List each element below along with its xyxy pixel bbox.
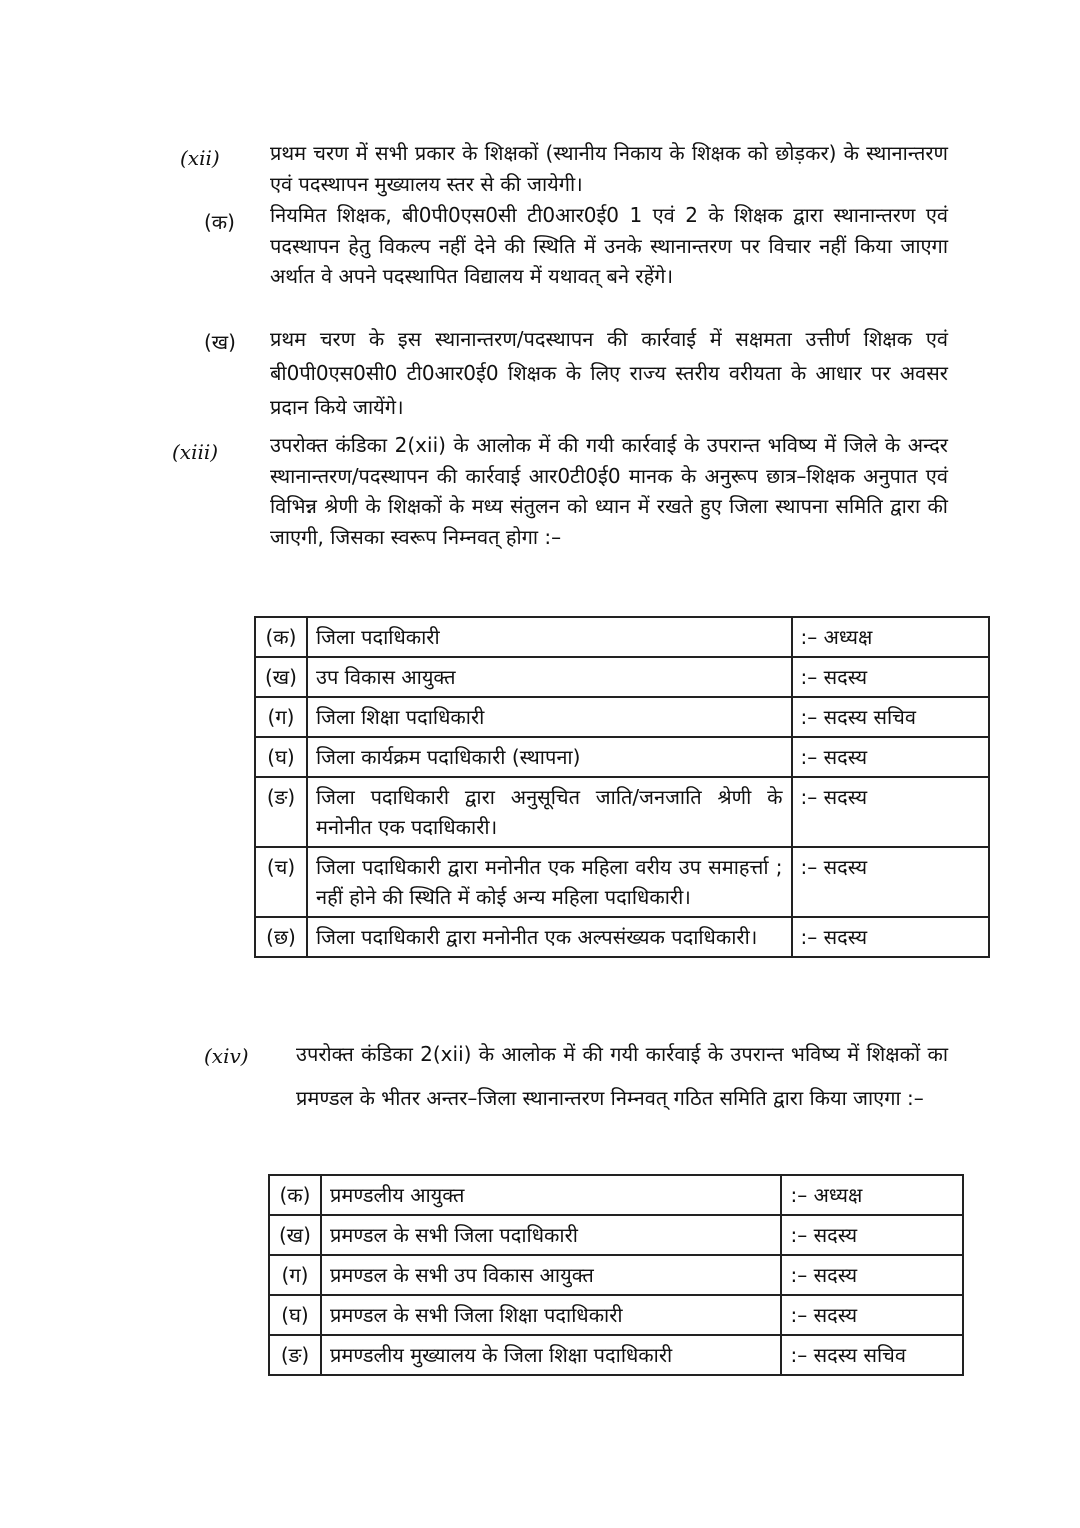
row-letter: (घ) <box>255 737 307 777</box>
table-row <box>269 1295 963 1335</box>
row-letter: (ग) <box>255 697 307 737</box>
row-designation: जिला कार्यक्रम पदाधिकारी (स्थापना) <box>307 737 792 777</box>
table-row <box>255 917 989 957</box>
row-designation: जिला पदाधिकारी द्वारा अनुसूचित जाति/जनजाति श्रेणी के मनोनीत एक पदाधिकारी। <box>307 777 792 847</box>
section-xiv-text: उपरोक्त कंडिका 2(xii) के आलोक में की गयी कार्रवाई के उपरान्त भविष्य में शिक्षकों का प्रमण्डल के भीतर अन्तर–जिला स्थानान्तरण निम्नवत् गठित समिति द्वारा किया जाएगा :– <box>296 1042 948 1110</box>
district-committee-table <box>254 616 990 958</box>
row-letter: (च) <box>255 847 307 917</box>
row-role: :– सदस्य <box>792 737 990 777</box>
row-designation: प्रमण्डलीय आयुक्त <box>321 1175 781 1215</box>
row-role: :– सदस्य सचिव <box>792 697 990 737</box>
table-row <box>255 697 989 737</box>
row-letter: (ङ) <box>255 777 307 847</box>
row-letter: (घ) <box>269 1295 321 1335</box>
row-role: :– सदस्य <box>792 657 990 697</box>
row-letter: (क) <box>269 1175 321 1215</box>
row-designation: उप विकास आयुक्त <box>307 657 792 697</box>
table-row <box>255 617 989 657</box>
sub-kha-text: प्रथम चरण के इस स्थानान्तरण/पदस्थापन की कार्रवाई में सक्षमता उत्तीर्ण शिक्षक एवं बी0पी0एस0सी0 टी0आर0ई0 शिक्षक के लिए राज्य स्तरीय वरीयता के आधार पर अवसर प्रदान किये जायेंगे। <box>270 327 948 419</box>
table-row <box>255 657 989 697</box>
row-designation: प्रमण्डल के सभी जिला पदाधिकारी <box>321 1215 781 1255</box>
sub-ka-text: नियमित शिक्षक, बी0पी0एस0सी टी0आर0ई0 1 एवं 2 के शिक्षक द्वारा स्थानान्तरण एवं पदस्थापन हेतु विकल्प नहीं देने की स्थिति में उनके स्थानान्तरण पर विचार नहीं किया जाएगा अर्थात वे अपने पदस्थापित विद्यालय में यथावत् बने रहेंगे। <box>270 203 948 288</box>
row-designation: प्रमण्डल के सभी जिला शिक्षा पदाधिकारी <box>321 1295 781 1335</box>
section-xii-text: प्रथम चरण में सभी प्रकार के शिक्षकों (स्थानीय निकाय के शिक्षक को छोड़कर) के स्थानान्तरण एवं पदस्थापन मुख्यालय स्तर से की जायेगी। <box>270 141 948 196</box>
row-letter: (क) <box>255 617 307 657</box>
row-role: :– सदस्य <box>792 917 990 957</box>
table-row <box>255 847 989 917</box>
row-designation: जिला पदाधिकारी द्वारा मनोनीत एक महिला वरीय उप समाहर्त्ता ; नहीं होने की स्थिति में कोई अन्य महिला पदाधिकारी। <box>307 847 792 917</box>
table-row <box>269 1215 963 1255</box>
row-role: :– सदस्य <box>792 847 990 917</box>
row-role: :– अध्यक्ष <box>781 1175 963 1215</box>
row-role: :– सदस्य <box>781 1295 963 1335</box>
section-xiii-text: उपरोक्त कंडिका 2(xii) के आलोक में की गयी कार्रवाई के उपरान्त भविष्य में जिले के अन्दर स्थानान्तरण/पदस्थापन की कार्रवाई आर0टी0ई0 मानक के अनुरूप छात्र–शिक्षक अनुपात एवं विभिन्न श्रेणी के शिक्षकों के मध्य संतुलन को ध्यान में रखते हुए जिला स्थापना समिति द्वारा की जाएगी, जिसका स्वरूप निम्नवत् होगा :– <box>270 433 948 549</box>
row-role: :– सदस्य सचिव <box>781 1335 963 1375</box>
row-role: :– अध्यक्ष <box>792 617 990 657</box>
sub-marker-ka: (क) <box>204 210 235 234</box>
table-row <box>255 737 989 777</box>
row-role: :– सदस्य <box>781 1215 963 1255</box>
row-designation: जिला पदाधिकारी द्वारा मनोनीत एक अल्पसंख्यक पदाधिकारी। <box>307 917 792 957</box>
section-marker-xiii: (xiii) <box>172 440 219 464</box>
row-designation: प्रमण्डल के सभी उप विकास आयुक्त <box>321 1255 781 1295</box>
row-role: :– सदस्य <box>781 1255 963 1295</box>
row-letter: (ख) <box>269 1215 321 1255</box>
row-designation: प्रमण्डलीय मुख्यालय के जिला शिक्षा पदाधिकारी <box>321 1335 781 1375</box>
table-row <box>269 1175 963 1215</box>
table-row <box>269 1335 963 1375</box>
row-letter: (छ) <box>255 917 307 957</box>
table-row <box>269 1255 963 1295</box>
row-letter: (ख) <box>255 657 307 697</box>
sub-marker-kha: (ख) <box>204 330 236 354</box>
row-role: :– सदस्य <box>792 777 990 847</box>
row-designation: जिला पदाधिकारी <box>307 617 792 657</box>
table-row <box>255 777 989 847</box>
row-designation: जिला शिक्षा पदाधिकारी <box>307 697 792 737</box>
row-letter: (ग) <box>269 1255 321 1295</box>
row-letter: (ङ) <box>269 1335 321 1375</box>
divisional-committee-table <box>268 1174 964 1376</box>
section-marker-xii: (xii) <box>180 146 220 170</box>
section-marker-xiv: (xiv) <box>204 1044 249 1068</box>
